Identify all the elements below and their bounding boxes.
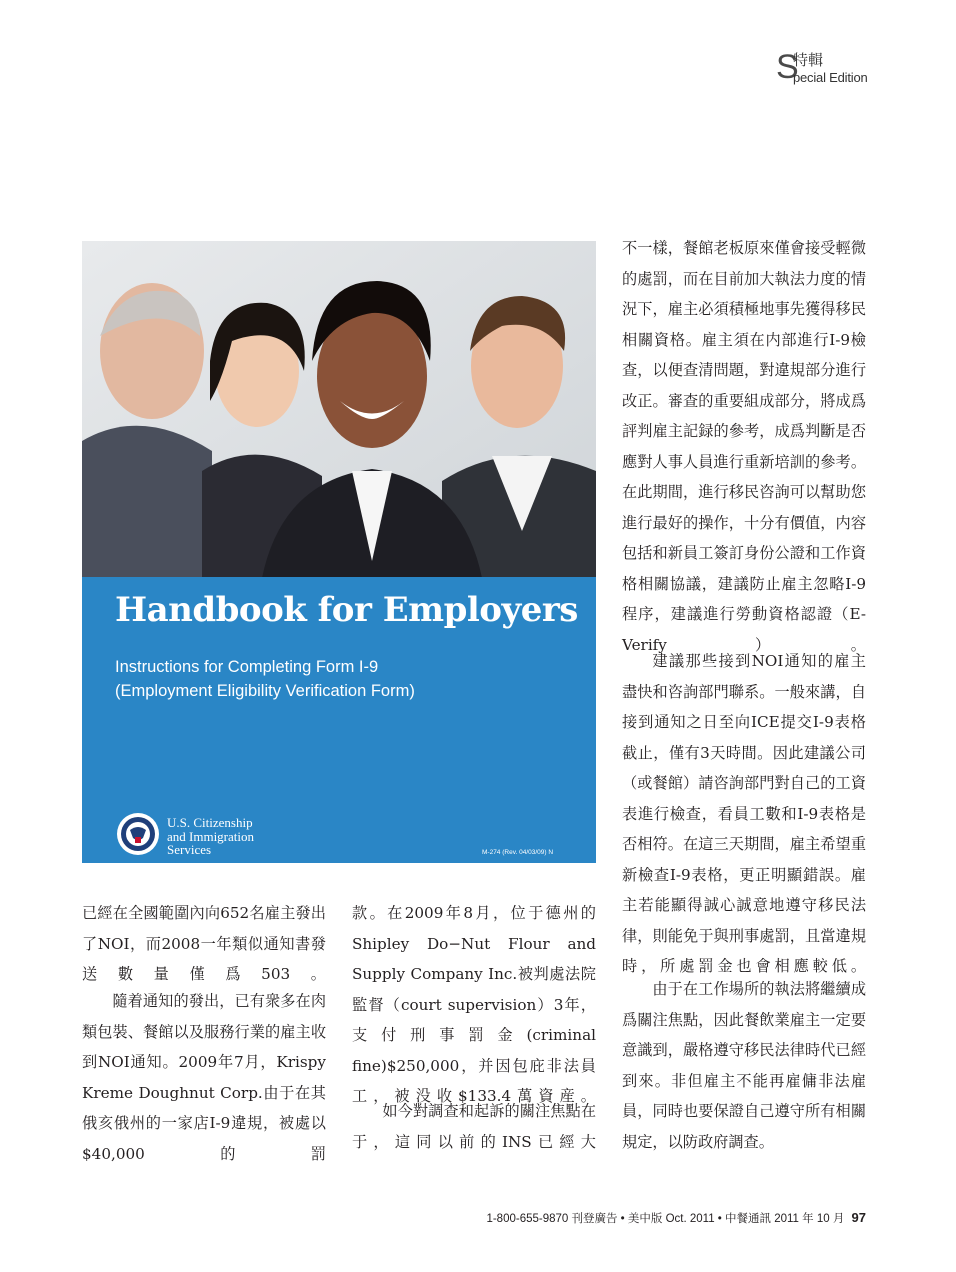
article-paragraph: 由于在工作場所的執法將繼續成爲關注焦點，因此餐飲業雇主一定要意識到，嚴格遵守移民法律時代已經到來。非但雇主不能再雇傭非法雇員，同時也要保證自己遵守所有相關規定，以防政府調查。 bbox=[622, 980, 866, 1151]
dhs-seal-icon bbox=[116, 812, 160, 856]
footer-text: 1-800-655-9870 刊登廣告 • 美中版 Oct. 2011 • 中餐通訊 2011 年 10 月 bbox=[486, 1213, 845, 1225]
cover-subtitle bbox=[115, 655, 415, 703]
article-paragraph: 已經在全國範圍內向652名雇主發出了NOI，而2008一年類似通知書發送數量僅爲503。 bbox=[82, 904, 326, 983]
page-number: 97 bbox=[851, 1210, 866, 1225]
special-edition-badge bbox=[776, 50, 886, 90]
form-number: M-274 (Rev. 04/03/09) N bbox=[482, 849, 554, 856]
cover-subtitle-line1: Instructions for Completing Form I-9 bbox=[115, 658, 379, 676]
agency-line2: and Immigration bbox=[167, 828, 255, 844]
group-photo bbox=[82, 241, 596, 578]
article-paragraph: 不一樣，餐館老板原來僅會接受輕微的處罰，而在目前加大執法力度的情況下，雇主必須積極地事先獲得移民相關資格。雇主須在内部進行I-9檢查，以便查清問題，對違規部分進行改正。審查的重要組成部分，將成爲評判雇主記録的參考，成爲判斷是否應對人事人員進行重新培訓的參考。在此期間，進行移民咨詢可以幫助您進行最好的操作，十分有價值，内容包括和新員工簽訂身份公證和工作資格相關協議，建議防止雇主忽略I-9程序，建議進行勞動資格認證（E-Verify）。 bbox=[622, 239, 866, 654]
article-paragraph: 建議那些接到NOI通知的雇主盡快和咨詢部門聯系。一般來講，自接到通知之日至向ICE提交I-9表格截止，僅有3天時間。因此建議公司（或餐館）請咨詢部門對自己的工資表進行檢查，看員工數和I-9表格是否相符。在這三天期間，雇主希望重新檢查I-9表格，更正明顯錯誤。雇主若能顯得誠心誠意地遵守移民法律，則能免于與刑事處罰，且當違規時，所處罰金也會相應較低。 bbox=[622, 652, 866, 975]
handbook-cover-image bbox=[82, 241, 596, 863]
badge-letter: S bbox=[776, 48, 799, 86]
article-paragraph: 隨着通知的發出，已有衆多在肉類包裝、餐館以及服務行業的雇主收到NOI通知。2009年7月，Krispy Kreme Doughnut Corp.由于在其俄亥俄州的一家店I-9違規，被處以$40,000的罰 bbox=[82, 992, 326, 1163]
agency-line1: U.S. Citizenship bbox=[167, 815, 253, 830]
article-paragraph: 款。在2009年8月，位于德州的Shipley Do−Nut Flour and Supply Company Inc.被判處法院監督（court supervision）3年，支付刑事罰金(criminal fine)$250,000，并因包庇非法員工，被没收$133.4萬資産。 bbox=[352, 904, 596, 1105]
page-footer bbox=[410, 1210, 866, 1226]
article-paragraph: 如今對調查和起訴的關注焦點在于，這同以前的INS已經大 bbox=[352, 1102, 596, 1151]
agency-name bbox=[167, 816, 254, 857]
agency-line3: Services bbox=[167, 842, 212, 857]
cover-title: Handbook for Employers bbox=[115, 590, 578, 630]
cover-subtitle-line2: (Employment Eligibility Verification Form) bbox=[115, 682, 415, 700]
badge-chinese: 特輯 bbox=[793, 51, 824, 69]
badge-english: pecial Edition bbox=[793, 70, 868, 85]
